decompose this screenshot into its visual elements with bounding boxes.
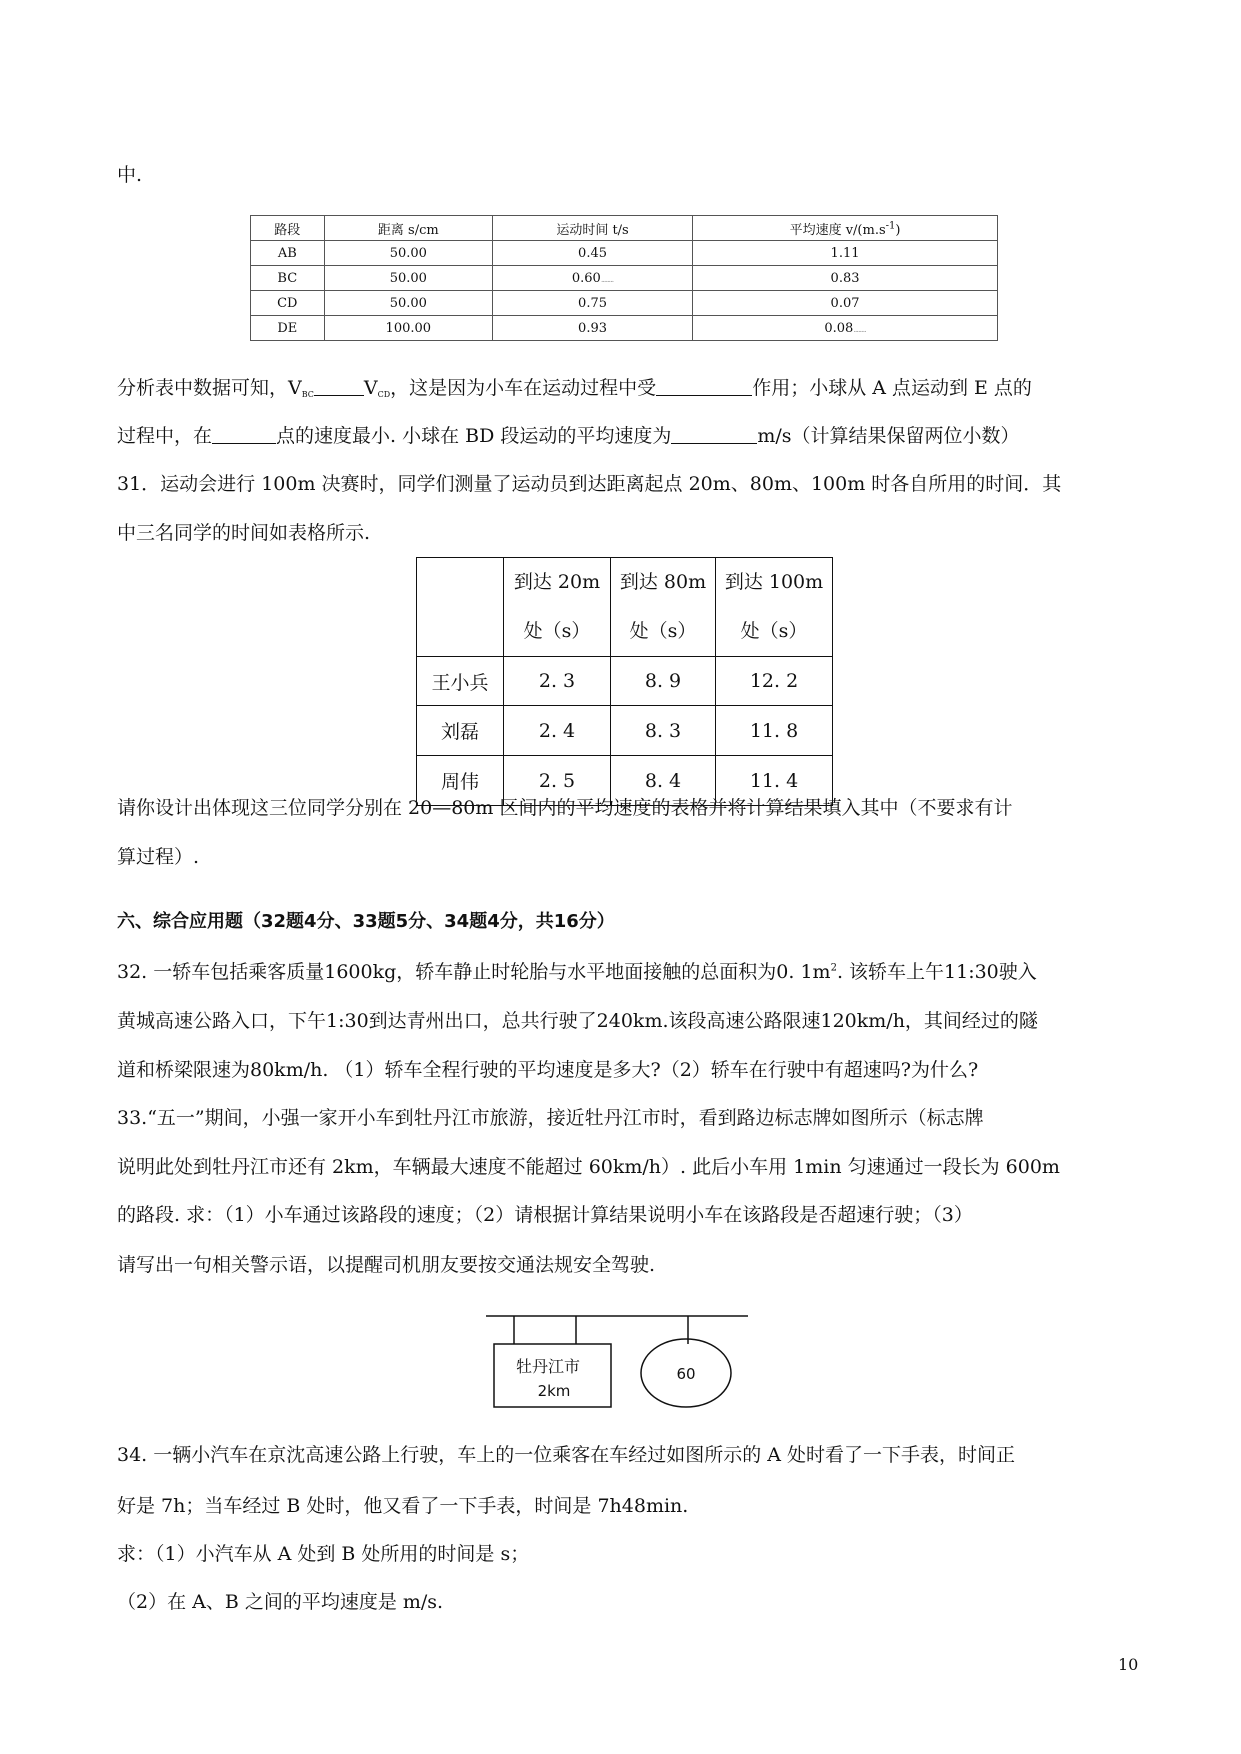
header-sup: -1 bbox=[885, 220, 896, 232]
header-line: 处（s） bbox=[740, 620, 808, 642]
header-line: 处（s） bbox=[523, 620, 591, 642]
student-name: 周伟 bbox=[417, 756, 504, 806]
table-row bbox=[417, 657, 833, 706]
header-line: 到达 100m bbox=[724, 571, 824, 593]
q33-line-4: 请写出一句相关警示语，以提醒司机朋友要按交通法规安全驾驶. bbox=[117, 1254, 656, 1276]
empty-corner-cell bbox=[417, 558, 504, 657]
answer-blank[interactable] bbox=[671, 424, 757, 444]
table-cell: 50.00 bbox=[324, 291, 492, 316]
q30-text: 分析表中数据可知，V bbox=[117, 377, 302, 399]
q31-line-3: 请你设计出体现这三位同学分别在 20—80m 区间内的平均速度的表格并将计算结果填入其中（不要求有计 bbox=[117, 797, 1013, 819]
cell-value: 0.08 bbox=[824, 320, 854, 336]
table-cell: AB bbox=[251, 241, 325, 266]
road-sign-diagram bbox=[486, 1313, 758, 1413]
q33-line-3: 的路段. 求：（1）小车通过该路段的速度；（2）请根据计算结果说明小车在该路段是否超速行驶；（3） bbox=[117, 1204, 973, 1226]
q30-text: m/s（计算结果保留两位小数） bbox=[757, 425, 1020, 447]
table-cell: CD bbox=[251, 291, 325, 316]
table-row bbox=[417, 706, 833, 756]
table-cell: 8. 3 bbox=[611, 706, 716, 756]
q33-line-2: 说明此处到牡丹江市还有 2km，车辆最大速度不能超过 60km/h）. 此后小车用 1min 匀速通过一段长为 600m bbox=[117, 1156, 1060, 1178]
table-cell: 50.00 bbox=[324, 241, 492, 266]
table-header-row bbox=[417, 558, 833, 657]
q34-line-2: 好是 7h；当车经过 B 处时，他又看了一下手表，时间是 7h48min. bbox=[117, 1495, 689, 1517]
table-cell: 0.07 bbox=[693, 291, 998, 316]
table-cell: 12. 2 bbox=[716, 657, 833, 706]
q32-text: 32. 一轿车包括乘客质量1600kg，轿车静止时轮胎与水平地面接触的总面积为0. 1m bbox=[117, 961, 831, 983]
table-cell: 11. 4 bbox=[716, 756, 833, 806]
q31-line-4: 算过程）. bbox=[117, 846, 200, 868]
table-cell: 0.93 bbox=[493, 316, 693, 341]
q30-line-1 bbox=[117, 373, 1032, 400]
q32-text: . 该轿车上午11:30驶入 bbox=[836, 961, 1037, 983]
table-row bbox=[251, 241, 998, 266]
answer-blank[interactable] bbox=[656, 376, 752, 396]
header-cell: 距离 s/cm bbox=[324, 216, 492, 241]
table-header-row bbox=[251, 216, 998, 241]
scan-artifact: ........ bbox=[853, 324, 866, 334]
superscript: 2 bbox=[830, 962, 837, 974]
city-name: 牡丹江市 bbox=[515, 1357, 581, 1376]
table-cell bbox=[493, 266, 693, 291]
header-text: 平均速度 v/(m.s bbox=[789, 222, 886, 238]
table-cell: 0.83 bbox=[693, 266, 998, 291]
header-line: 处（s） bbox=[629, 620, 697, 642]
table-cell bbox=[693, 316, 998, 341]
section-title: 六、综合应用题（32题4分、33题5分、34题4分，共16分） bbox=[117, 911, 615, 932]
q34-line-1: 34. 一辆小汽车在京沈高速公路上行驶，车上的一位乘客在车经过如图所示的 A 处时看了一下手表，时间正 bbox=[117, 1444, 1016, 1466]
q30-line-2 bbox=[117, 421, 1020, 448]
q30-text: 点的速度最小. 小球在 BD 段运动的平均速度为 bbox=[276, 425, 672, 447]
header-cell bbox=[716, 558, 833, 657]
table-cell: 0.75 bbox=[493, 291, 693, 316]
table-cell: 0.45 bbox=[493, 241, 693, 266]
header-cell: 运动时间 t/s bbox=[493, 216, 693, 241]
table-cell: 2. 4 bbox=[504, 706, 611, 756]
q34-line-4: （2）在 A、B 之间的平均速度是 m/s. bbox=[117, 1591, 444, 1613]
city-distance: 2km bbox=[537, 1382, 571, 1400]
table-cell: 1.11 bbox=[693, 241, 998, 266]
q32-line-3: 道和桥梁限速为80km/h. （1）轿车全程行驶的平均速度是多大?（2）轿车在行驶中有超速吗?为什么? bbox=[117, 1059, 979, 1081]
table-cell: 50.00 bbox=[324, 266, 492, 291]
table-cell: 2. 5 bbox=[504, 756, 611, 806]
table-cell: BC bbox=[251, 266, 325, 291]
q34-line-3: 求：（1）小汽车从 A 处到 B 处所用的时间是 s； bbox=[117, 1543, 530, 1565]
intro-fragment: 中. bbox=[117, 164, 143, 186]
cell-value: 0.60 bbox=[571, 270, 601, 286]
q31-line-2: 中三名同学的时间如表格所示. bbox=[117, 522, 371, 544]
q33-line-1: 33.“五一”期间，小强一家开小车到牡丹江市旅游，接近牡丹江市时，看到路边标志牌如图所示（标志牌 bbox=[117, 1107, 984, 1129]
q32-line-2: 黄城高速公路入口，下午1:30到达青州出口，总共行驶了240km.该段高速公路限速120km/h，其间经过的隧 bbox=[117, 1010, 1038, 1032]
q30-text: V bbox=[363, 377, 378, 399]
header-line: 到达 20m bbox=[513, 571, 601, 593]
q31-line-1: 31．运动会进行 100m 决赛时，同学们测量了运动员到达距离起点 20m、80m、100m 时各自所用的时间．其 bbox=[117, 473, 1062, 495]
experiment-data-table bbox=[250, 215, 998, 341]
table-row bbox=[251, 291, 998, 316]
table-cell: 8. 9 bbox=[611, 657, 716, 706]
header-line: 到达 80m bbox=[619, 571, 707, 593]
scan-artifact: ........ bbox=[600, 274, 614, 284]
table-cell: 2. 3 bbox=[504, 657, 611, 706]
answer-blank[interactable] bbox=[212, 424, 276, 444]
table-cell: 11. 8 bbox=[716, 706, 833, 756]
header-close: ) bbox=[895, 222, 901, 238]
race-times-table bbox=[416, 557, 833, 806]
q30-text: 过程中，在 bbox=[117, 425, 213, 447]
q30-text: 作用；小球从 A 点运动到 E 点的 bbox=[752, 377, 1032, 399]
student-name: 刘磊 bbox=[417, 706, 504, 756]
header-cell: 路段 bbox=[251, 216, 325, 241]
answer-blank[interactable] bbox=[314, 376, 364, 396]
subscript-bc: BC bbox=[301, 390, 314, 399]
page-number: 10 bbox=[1118, 1655, 1139, 1674]
table-cell: DE bbox=[251, 316, 325, 341]
q32-line-1 bbox=[117, 957, 1037, 984]
student-name: 王小兵 bbox=[417, 657, 504, 706]
table-cell: 100.00 bbox=[324, 316, 492, 341]
speed-limit-value: 60 bbox=[676, 1365, 696, 1383]
q30-text: ，这是因为小车在运动过程中受 bbox=[390, 377, 657, 399]
header-cell bbox=[693, 216, 998, 241]
subscript-cd: CD bbox=[377, 390, 391, 399]
table-row bbox=[251, 266, 998, 291]
table-cell: 8. 4 bbox=[611, 756, 716, 806]
header-cell bbox=[611, 558, 716, 657]
header-cell bbox=[504, 558, 611, 657]
table-row bbox=[251, 316, 998, 341]
